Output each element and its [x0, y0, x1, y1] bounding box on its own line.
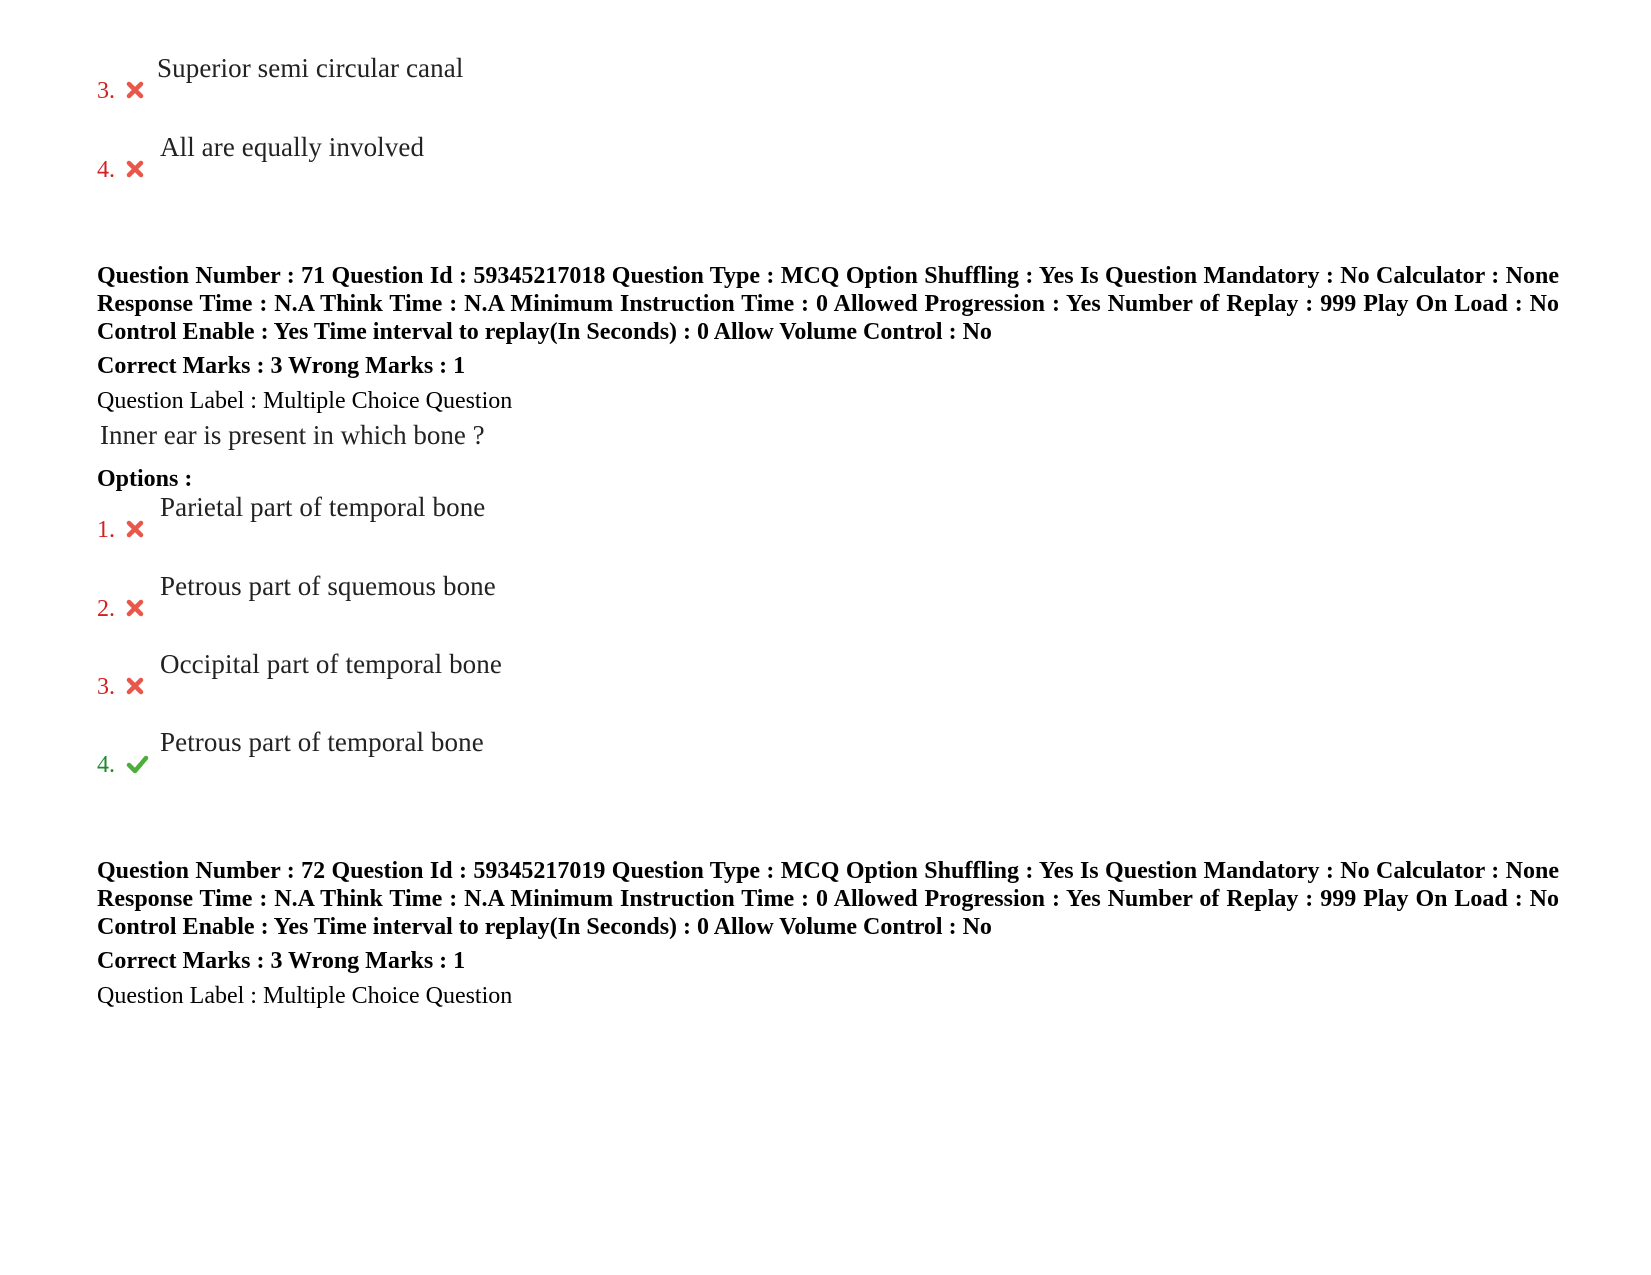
question-71-text: Inner ear is present in which bone ?	[100, 420, 485, 450]
option-text: All are equally involved	[160, 132, 425, 162]
wrong-cross-icon	[124, 597, 146, 619]
option-text: Parietal part of temporal bone	[160, 492, 486, 522]
option-number: 1.	[97, 517, 115, 543]
wrong-cross-icon	[124, 158, 146, 180]
question-71-header: Question Number : 71 Question Id : 59345217018 Question Type : MCQ Option Shuffling : Yes Is Question Mandatory : No Calculator : None Response Time : N.A Think Time : N.A Minimum Instruction Time : 0 Allowed Progression : Yes Number of Replay : 999 Play On Load : No Control Enable : Yes Time interval to replay(In Seconds) : 0 Allow Volume Control : No	[97, 263, 1559, 345]
question-72-label: Question Label : Multiple Choice Question	[97, 983, 513, 1009]
option-text: Petrous part of squemous bone	[160, 571, 496, 601]
option-number: 3.	[97, 674, 115, 700]
wrong-cross-icon	[124, 79, 146, 101]
option-text: Superior semi circular canal	[157, 53, 464, 83]
option-number: 3.	[97, 78, 115, 104]
correct-check-icon	[124, 753, 150, 775]
option-number: 4.	[97, 157, 115, 183]
question-72-header: Question Number : 72 Question Id : 59345217019 Question Type : MCQ Option Shuffling : Yes Is Question Mandatory : No Calculator : None Response Time : N.A Think Time : N.A Minimum Instruction Time : 0 Allowed Progression : Yes Number of Replay : 999 Play On Load : No Control Enable : Yes Time interval to replay(In Seconds) : 0 Allow Volume Control : No	[97, 858, 1559, 940]
option-number: 4.	[97, 752, 115, 778]
question-72-marks: Correct Marks : 3 Wrong Marks : 1	[97, 948, 466, 974]
question-71-label: Question Label : Multiple Choice Question	[97, 388, 513, 414]
option-number: 2.	[97, 596, 115, 622]
question-71-marks: Correct Marks : 3 Wrong Marks : 1	[97, 353, 466, 379]
option-text: Occipital part of temporal bone	[160, 649, 502, 679]
wrong-cross-icon	[124, 675, 146, 697]
option-text: Petrous part of temporal bone	[160, 727, 484, 757]
wrong-cross-icon	[124, 518, 146, 540]
options-heading: Options :	[97, 466, 193, 492]
